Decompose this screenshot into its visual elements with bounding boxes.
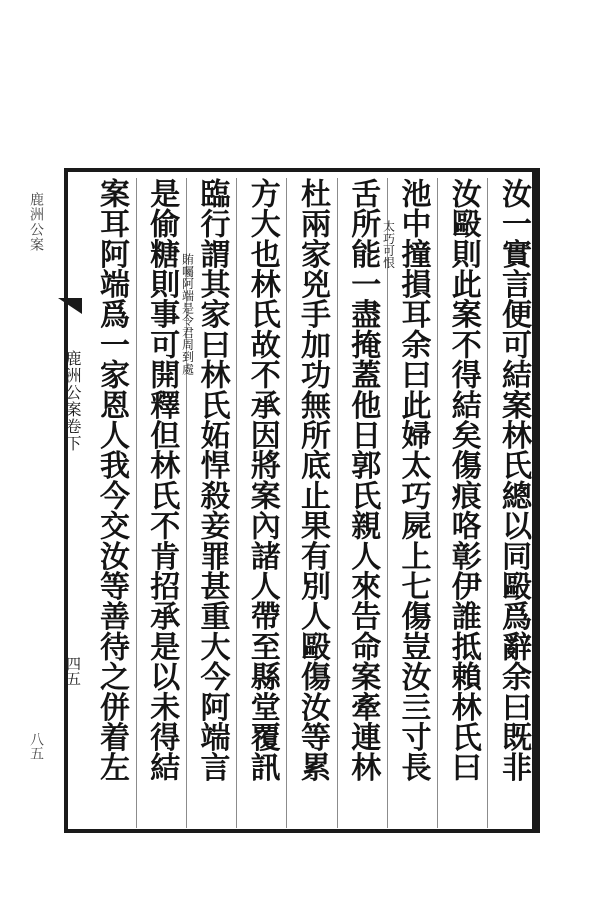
side-book-title: 鹿洲公案 — [28, 192, 44, 252]
text-column-4: 舌所能一盡掩蓋他日郭氏親人來告命案牽連林 — [345, 178, 381, 782]
text-column-1: 汝一實言便可結案林氏總以同毆爲辭余曰既非 — [496, 178, 531, 782]
text-column-3-body: 池中撞損耳余曰此婦太巧屍上七傷豈汝亖寸長 — [395, 178, 431, 782]
center-gutter-line — [64, 172, 68, 829]
text-column-5: 杜兩家兇手加功無所底止果有別人毆傷汝等累 — [295, 178, 330, 782]
column-rule — [387, 178, 388, 828]
text-block — [92, 178, 532, 828]
text-column-2: 汝毆則此案不得結矣傷痕咯彰伊誰抵賴林氏曰 — [445, 178, 481, 782]
text-column-7-body: 臨行謂其家曰林氏妬悍殺妾罪甚重大今阿端言 — [194, 178, 230, 782]
fishtail-mark-icon — [58, 298, 82, 314]
text-column-3 — [381, 178, 432, 828]
column-rule — [487, 178, 488, 828]
column-rule — [286, 178, 287, 828]
text-column-7 — [180, 178, 231, 828]
column-rule — [337, 178, 338, 828]
text-column-6: 方大也林氏故不承因將案內諸人帶至縣堂覆訊 — [244, 178, 280, 782]
column-rule — [236, 178, 237, 828]
text-column-9: 案耳阿端爲一家恩人我今交汝等善待之併着左 — [94, 178, 129, 782]
marginal-annotation-3: 太巧可恨 — [381, 220, 396, 269]
column-rule — [437, 178, 438, 828]
marginal-annotation-7: 賄囑阿端是令君周到處 — [180, 253, 195, 375]
column-rule — [136, 178, 137, 828]
text-column-8: 是偷糖則事可開釋但林氏不肯招承是以未得結 — [144, 178, 180, 782]
center-column-title: 鹿洲公案卷下 — [63, 350, 82, 452]
side-page-number: 八五 — [28, 732, 44, 760]
center-leaf-number: 四五 — [64, 656, 82, 686]
